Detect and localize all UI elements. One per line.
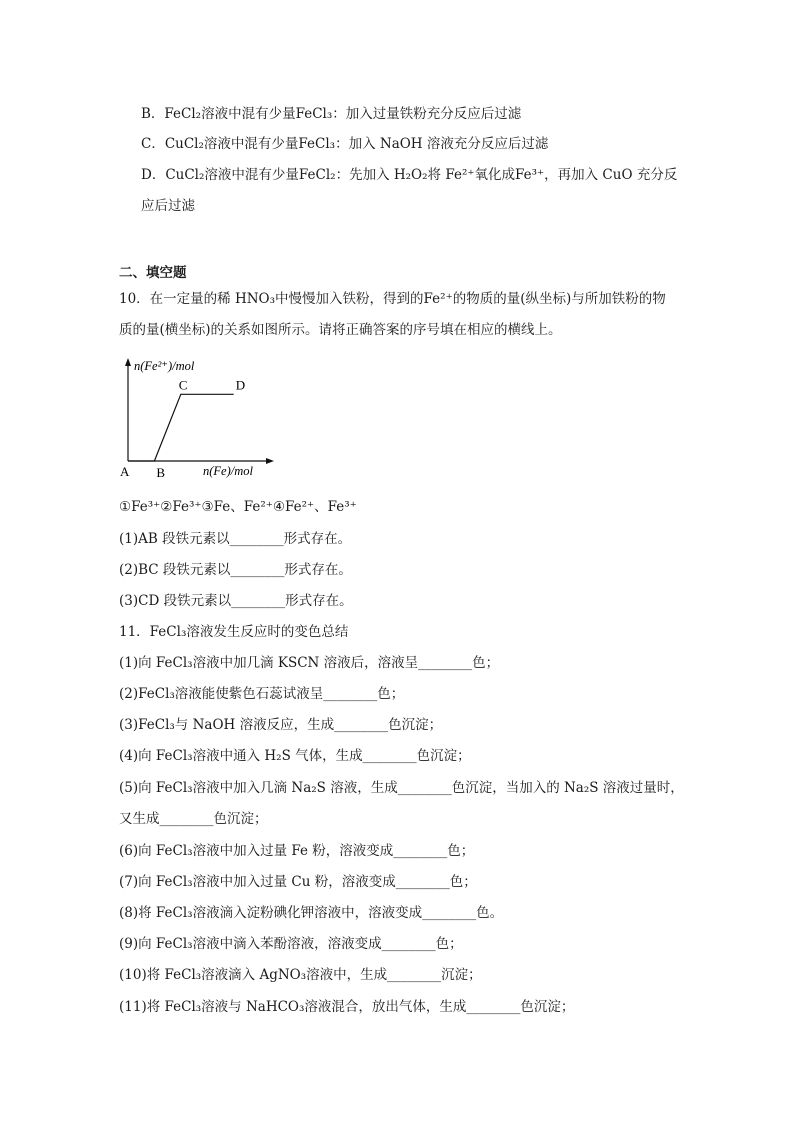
- fe2-graph: [115, 350, 280, 485]
- q11-item-3: (3)FeCl₃与 NaOH 溶液反应，生成________色沉淀；: [119, 717, 443, 733]
- q11-title: 11．FeCl₃溶液发生反应时的变色总结: [119, 624, 349, 640]
- y-axis-arrow: [125, 358, 131, 366]
- q11-item-7: (7)向 FeCl₃溶液中加入过量 Cu 粉，溶液变成________色；: [119, 874, 477, 890]
- q11-item-5-cont: 又生成________色沉淀；: [119, 811, 268, 827]
- q11-item-11: (11)将 FeCl₃溶液与 NaHCO₃溶液混合，放出气体，生成________色沉淀；: [119, 999, 575, 1015]
- x-axis-label: n(Fe)/mol: [203, 464, 253, 478]
- q10-sub3: (3)CD 段铁元素以________形式存在。: [119, 593, 353, 609]
- q11-item-9: (9)向 FeCl₃溶液中滴入苯酚溶液，溶液变成________色；: [119, 936, 463, 952]
- option-d-line2: 应后过滤: [141, 198, 195, 214]
- fe2-line: [128, 394, 234, 461]
- q11-item-1: (1)向 FeCl₃溶液中加几滴 KSCN 溶液后，溶液呈________色；: [119, 655, 500, 671]
- q11-item-6: (6)向 FeCl₃溶液中加入过量 Fe 粉，溶液变成________色；: [119, 843, 475, 859]
- q11-item-10: (10)将 FeCl₃溶液滴入 AgNO₃溶液中，生成________沉淀；: [119, 967, 482, 983]
- q10-line1: 10．在一定量的稀 HNO₃中慢慢加入铁粉，得到的Fe²⁺的物质的量(纵坐标)与所加铁粉的物: [119, 291, 666, 307]
- q11-item-4: (4)向 FeCl₃溶液中通入 H₂S 气体，生成________色沉淀；: [119, 748, 471, 764]
- q10-options: ①Fe³⁺②Fe³⁺③Fe、Fe²⁺④Fe²⁺、Fe³⁺: [119, 499, 357, 515]
- q10-sub1: (1)AB 段铁元素以________形式存在。: [119, 531, 352, 547]
- q11-item-5: (5)向 FeCl₃溶液中加入几滴 Na₂S 溶液，生成________色沉淀，当加入的 Na₂S 溶液过量时，: [119, 780, 684, 796]
- option-d-line1: D．CuCl₂溶液中混有少量FeCl₂：先加入 H₂O₂将 Fe²⁺氧化成Fe³⁺，再加入 CuO 充分反: [141, 167, 678, 183]
- x-axis-arrow: [266, 458, 274, 464]
- section-title: 二、填空题: [119, 265, 187, 281]
- option-c: C．CuCl₂溶液中混有少量FeCl₃：加入 NaOH 溶液充分反应后过滤: [141, 136, 549, 152]
- q11-item-8: (8)将 FeCl₃溶液滴入淀粉碘化钾溶液中，溶液变成________色。: [119, 905, 504, 921]
- point-label-b: B: [156, 465, 166, 480]
- point-label-d: D: [235, 377, 246, 393]
- point-label-a: A: [120, 464, 130, 479]
- q11-item-2: (2)FeCl₃溶液能使紫色石蕊试液呈________色；: [119, 686, 405, 702]
- q10-line2: 质的量(横坐标)的关系如图所示。请将正确答案的序号填在相应的横线上。: [119, 322, 562, 338]
- y-axis-label: n(Fe²⁺)/mol: [134, 359, 195, 373]
- point-label-c: C: [178, 377, 188, 393]
- option-b: B．FeCl₂溶液中混有少量FeCl₃：加入过量铁粉充分反应后过滤: [141, 106, 522, 122]
- q10-sub2: (2)BC 段铁元素以________形式存在。: [119, 562, 352, 578]
